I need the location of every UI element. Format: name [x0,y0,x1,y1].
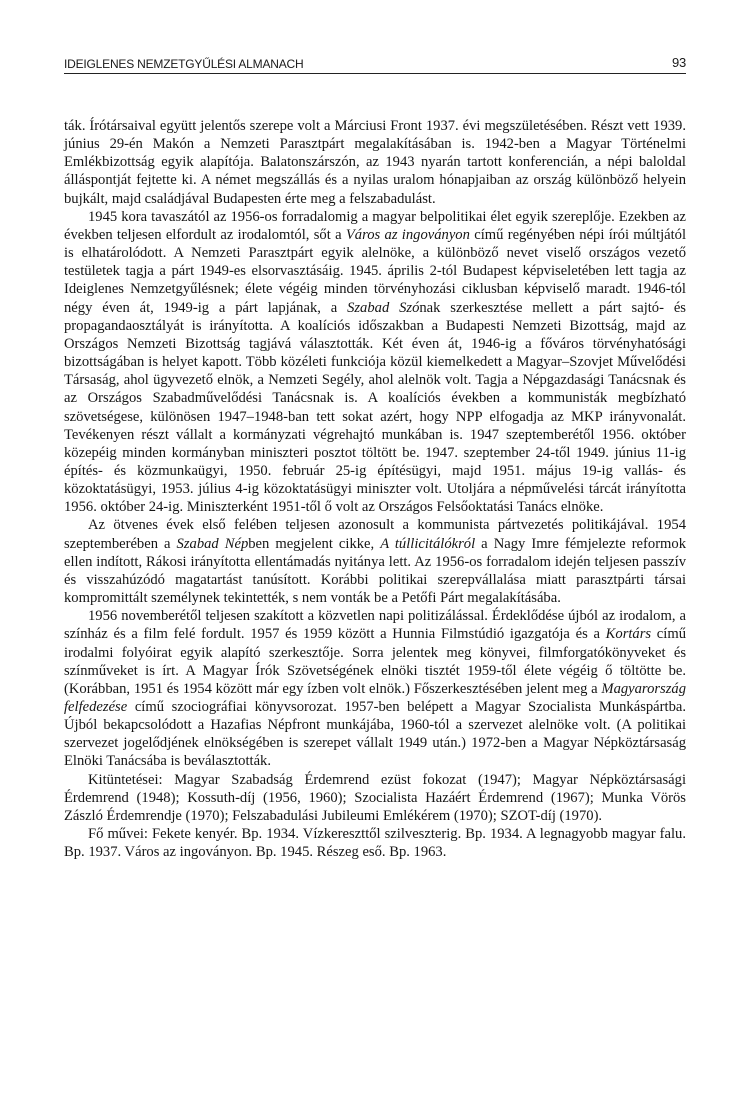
text-run: Az ötvenes évek első felében teljesen azonosult a kommunista pártvezetés politikájával. 1954 szeptemberében a [64,517,686,552]
paragraph [64,771,686,825]
text-run: című regényében népi írói múltjától is elhatárolódott. A Nemzeti Parasztpárt egyik alelnöke, a különböző nevet viselő országos vezető testületek tagja a párt 1949-es elsorvasztásáig. 1945. április 2-tól Budapest képviseletében lett tagja az Ideiglenes Nemzetgyűlésnek; élete végéig minden törvényhozási ciklusban képviselő maradt. 1946-tól négy éven át, 1949-ig a párt lapjának, a [64,226,687,316]
page-number: 93 [671,55,686,70]
text-run: című szociográfiai könyvsorozat. 1957-ben belépett a Magyar Szocialista Munkáspártba. Újból bekapcsolódott a Hazafias Népfront munkájába, 1960-tól a szervezet alelnöke volt. (A politikai szervezet jogelődjének elnökségében is szerepet vállalt 1949 után.) 1972-ben a Magyar Népköztársaság Elnöki Tanácsába is beválasztották. [64,699,686,770]
italic-title: Kortárs [605,626,652,643]
header-rule [64,73,686,74]
paragraph [64,208,686,517]
running-title: IDEIGLENES NEMZETGYŰLÉSI ALMANACH [64,57,304,71]
text-run: nak szerkesztése mellett a párt sajtó- és propagandaosztályát is irányította. A koalíciós időszakban a Budapesti Nemzeti Bizottság, majd az Országos Nemzeti Bizottság tagjává választották. Két éven át, 1946-ig a főváros törvényhatósági bizottságában is helyet kapott. Több közéleti funkciója közül kiemelkedett a Magyar–Szovjet Művelődési Társaság, ahol ügyvezető elnök, a Nemzeti Segély, ahol alelnök volt. Tagja a Népgazdasági Tanácsnak és az Országos Szabadművelődési Tanácsnak is. A koalíciós években a kommunisták megbízható szövetségese, különösen 1947–1948-ban tett sokat azért, hogy NPP elfogadja az MKP irányvonalát. Tevékenyen részt vállalt a kormányzati végrehajtó munkában is. 1947 szeptemberétől 1956. október közepéig minden kormányban miniszteri posztot töltött be. 1947. szeptember 24-től 1949. június 11-ig építés- és közmunkaügyi, 1950. február 25-ig építésügyi, majd 1951. május 19-ig vallás- és közoktatásügyi, 1953. július 4-ig közoktatásügyi miniszter volt. Utoljára a népművelési tárcát irányította 1956. október 24-ig. Miniszterként 1951-től ő volt az Országos Felsőoktatási Tanács elnöke. [64,299,686,516]
text-run: Kitüntetései: Magyar Szabadság Érdemrend ezüst fokozat (1947); Magyar Népköztársasági Érdemrend (1948); Kossuth-díj (1956, 1960); Szocialista Hazáért Érdemrend (1967); Munka Vörös Zászló Érdemrendje (1970); Felszabadulási Jubileumi Emlékérem (1970); SZOT-díj (1970). [64,771,686,824]
text-run: Fő művei: Fekete kenyér. Bp. 1934. Vízkereszttől szilveszterig. Bp. 1934. A legnagyobb magyar falu. Bp. 1937. Város az ingoványon. Bp. 1945. Részeg eső. Bp. 1963. [64,826,686,861]
text-run: ben megjelent cikke, [248,535,381,552]
body-text [64,117,686,861]
paragraph [64,607,686,770]
paragraph [64,117,686,208]
text-run: ták. Írótársaival együtt jelentős szerepe volt a Márciusi Front 1937. évi megszületésében. Részt vett 1939. június 29-én Makón a Nemzeti Parasztpárt megalakításában is. 1942-ben a Magyar Történelmi Emlékbizottság egyik alapítója. Balatonszárszón, az 1943 nyarán tartott konferencián, a népi baloldal álláspontját fejtette ki. A német megszállás és a nyilas uralom hónapjaiban az ország különböző helyein bujkált, majd családjával Budapesten érte meg a felszabadulást. [64,118,686,207]
paragraph [64,825,686,861]
italic-title: Magyarország felfedezése [64,680,686,715]
text-run: című irodalmi folyóirat egyik alapító szerkesztője. Sorra jelentek meg könyvei, filmforgatókönyveket és színműveket is írt. A Magyar Írók Szövetségének elnöki tisztét 1959-től élete végéig ő töltötte be. (Korábban, 1951 és 1954 között már egy ízben volt elnök.) Főszerkesztésében jelent meg a [64,626,686,697]
running-header [64,55,686,75]
text-run: 1956 novemberétől teljesen szakított a közvetlen napi politizálással. Érdeklődése újból az irodalom, a színház és a film felé fordult. 1957 és 1959 között a Hunnia Filmstúdió igazgatója és a [64,608,686,643]
italic-title: Szabad Szó [347,299,420,316]
italic-title: A túllicitálókról [380,535,476,552]
text-run: 1945 kora tavaszától az 1956-os forradalomig a magyar belpolitikai élet egyik szereplője. Ezekben az években teljesen elfordult az irodalomtól, sőt a [64,208,686,243]
italic-title: Város az ingoványon [345,226,470,243]
italic-title: Szabad Nép [176,535,249,552]
text-run: a Nagy Imre fémjelezte reformok ellen indított, Rákosi irányította ellentámadás nyitánya lett. Az 1956-os forradalom idején teljesen passzív és visszahúzódó magatartást tanúsított. Korábbi politikai szerepvállalása miatt parasztpárti társai kompromittált személynek tekintették, s nem vonták be a Petőfi Párt megalakításába. [64,535,686,607]
paragraph [64,516,686,607]
